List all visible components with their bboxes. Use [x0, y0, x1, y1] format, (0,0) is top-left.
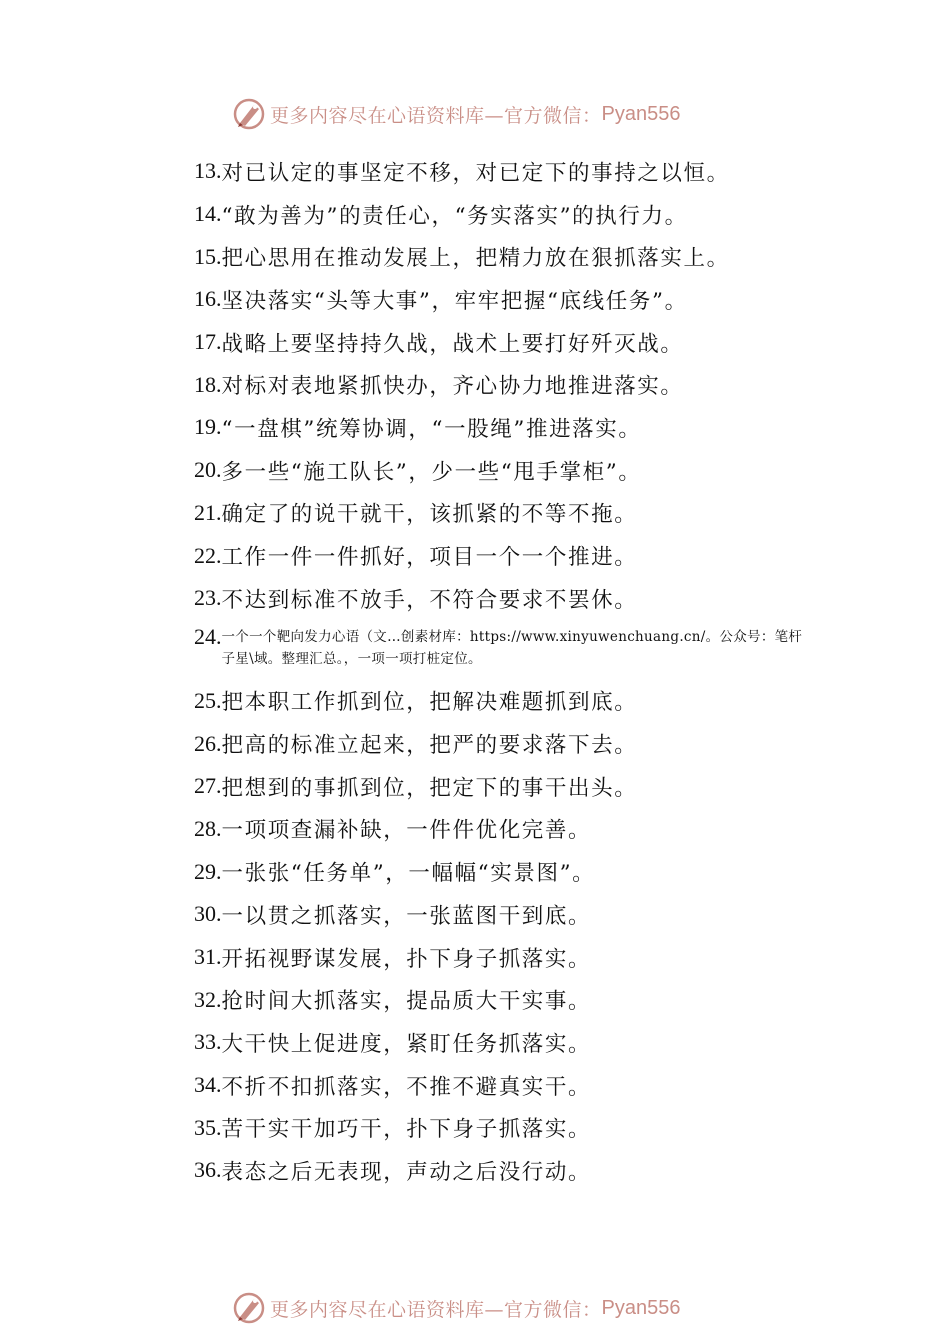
- item-number: 21.: [194, 499, 222, 525]
- item-text: 对已认定的事坚定不移，对已定下的事持之以恒。: [221, 160, 730, 186]
- item-text: 把想到的事抓到位，把定下的事干出头。: [221, 775, 638, 801]
- item-text: 开拓视野谋发展，扑下身子抓落实。: [221, 946, 592, 972]
- item-number: 34.: [194, 1072, 222, 1098]
- item-number: 14.: [194, 201, 222, 227]
- item-text: 多一些“施工队长”，少一些“甩手掌柜”。: [221, 459, 642, 485]
- item-number: 17.: [194, 329, 222, 355]
- item-number: 20.: [194, 457, 222, 483]
- header-watermark: [232, 96, 680, 132]
- list-item: [194, 620, 834, 680]
- watermark-text: 更多内容尽在心语资料库—官方微信：: [270, 104, 602, 127]
- item-text: 对标对表地紧抓快办，齐心协力地推进落实。: [221, 374, 684, 400]
- item-text: 大干快上促进度，紧盯任务抓落实。: [221, 1031, 592, 1057]
- item-number: 32.: [194, 986, 222, 1012]
- item-text: 把高的标准立起来，把严的要求落下去。: [221, 733, 638, 759]
- list-item: [194, 893, 834, 936]
- list-item: [194, 1149, 834, 1192]
- list-item: [194, 534, 834, 577]
- item-text: 表态之后无表现，声动之后没行动。: [221, 1159, 592, 1185]
- watermark-text: 更多内容尽在心语资料库—官方微信：: [270, 1298, 602, 1321]
- slogan-list: [194, 150, 834, 1192]
- item-number: 18.: [194, 371, 222, 397]
- list-item: [194, 1064, 834, 1107]
- item-text: 坚决落实“头等大事”，牢牢把握“底线任务”。: [221, 288, 688, 314]
- item-text: 确定了的说干就干，该抓紧的不等不拖。: [221, 502, 638, 528]
- item-text: 把本职工作抓到位，把解决难题抓到底。: [221, 690, 638, 716]
- item-number: 25.: [194, 687, 222, 713]
- list-item: [194, 321, 834, 364]
- list-item: [194, 1021, 834, 1064]
- item-text: “敢为善为”的责任心，“务实落实”的执行力。: [221, 203, 688, 229]
- list-item: [194, 722, 834, 765]
- item-text: 一以贯之抓落实，一张蓝图干到底。: [221, 903, 592, 929]
- item-text: 工作一件一件抓好，项目一个一个推进。: [221, 545, 638, 571]
- list-item: [194, 936, 834, 979]
- item-number: 28.: [194, 815, 222, 841]
- item-text: 不折不扣抓落实，不推不避真实干。: [221, 1074, 592, 1100]
- footer-watermark: [232, 1290, 680, 1326]
- item-number: 15.: [194, 243, 222, 269]
- watermark-id: Pyan556: [601, 1296, 681, 1319]
- item-number: 26.: [194, 730, 222, 756]
- item-text: 一个一个靶向发力心语（文…创素材库：https://www.xinyuwenchuang.cn/。公众号：笔杆子星\域。整理汇总。，一项一项打桩定位。: [221, 628, 803, 667]
- item-text: 抢时间大抓落实，提品质大干实事。: [221, 989, 592, 1015]
- item-number: 29.: [194, 858, 222, 884]
- item-text: “一盘棋”统筹协调，“一股绳”推进落实。: [221, 416, 642, 442]
- list-item: [194, 278, 834, 321]
- item-text: 战略上要坚持持久战，战术上要打好歼灭战。: [221, 331, 684, 357]
- item-text: 不达到标准不放手，不符合要求不罢休。: [221, 587, 638, 613]
- item-number: 23.: [194, 585, 222, 611]
- item-number: 27.: [194, 773, 222, 799]
- item-text: 苦干实干加巧干，扑下身子抓落实。: [221, 1117, 592, 1143]
- list-item: [194, 363, 834, 406]
- list-item: [194, 680, 834, 723]
- item-number: 22.: [194, 542, 222, 568]
- watermark-id: Pyan556: [601, 102, 681, 125]
- item-number: 36.: [194, 1157, 222, 1183]
- item-number: 30.: [194, 901, 222, 927]
- list-item: [194, 850, 834, 893]
- list-item: [194, 449, 834, 492]
- list-item: [194, 1106, 834, 1149]
- list-item: [194, 765, 834, 808]
- item-number: 35.: [194, 1114, 222, 1140]
- list-item: [194, 808, 834, 851]
- item-text: 把心思用在推动发展上，把精力放在狠抓落实上。: [221, 246, 730, 272]
- pen-logo-icon: [232, 1291, 266, 1325]
- list-item: [194, 978, 834, 1021]
- item-text: 一项项查漏补缺，一件件优化完善。: [221, 818, 592, 844]
- item-number: 16.: [194, 286, 222, 312]
- item-number: 33.: [194, 1029, 222, 1055]
- item-number: 19.: [194, 414, 222, 440]
- item-text: 一张张“任务单”，一幅幅“实景图”。: [221, 861, 596, 887]
- list-item: [194, 235, 834, 278]
- list-item: [194, 492, 834, 535]
- list-item: [194, 406, 834, 449]
- pen-logo-icon: [232, 97, 266, 131]
- item-number: 24.: [194, 623, 222, 649]
- list-item: [194, 577, 834, 620]
- list-item: [194, 193, 834, 236]
- item-number: 13.: [194, 158, 222, 184]
- item-number: 31.: [194, 944, 222, 970]
- list-item: [194, 150, 834, 193]
